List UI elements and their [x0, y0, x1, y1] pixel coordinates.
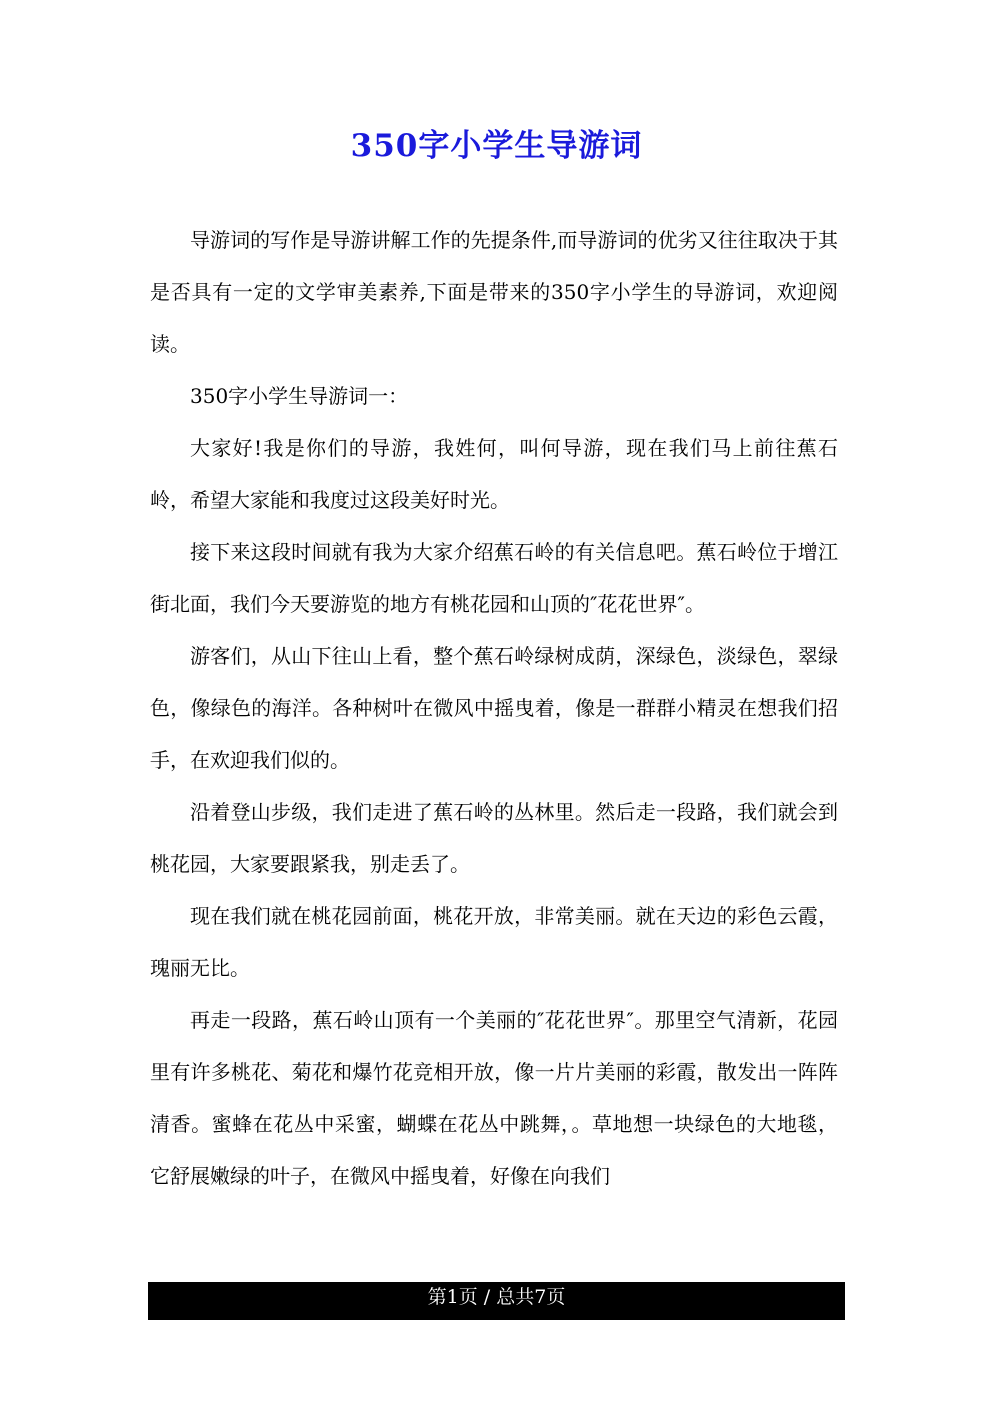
paragraph: 导游词的写作是导游讲解工作的先提条件,而导游词的优劣又往往取决于其是否具有一定的文学审美素养,下面是带来的350字小学生的导游词，欢迎阅读。: [150, 228, 838, 356]
paragraph: 大家好!我是你们的导游，我姓何，叫何导游，现在我们马上前往蕉石岭，希望大家能和我度过这段美好时光。: [150, 436, 838, 512]
paragraph: 接下来这段时间就有我为大家介绍蕉石岭的有关信息吧。蕉石岭位于增江街北面，我们今天要游览的地方有桃花园和山顶的″花花世界″。: [150, 540, 838, 616]
page-footer-bar: [148, 1282, 845, 1320]
page-number-label: 第1页 / 总共7页: [427, 1286, 566, 1308]
paragraph: 350字小学生导游词一：: [190, 384, 409, 408]
paragraph: 再走一段路，蕉石岭山顶有一个美丽的″花花世界″。那里空气清新，花园里有许多桃花、菊花和爆竹花竞相开放，像一片片美丽的彩霞，散发出一阵阵清香。蜜蜂在花丛中采蜜，蝴蝶在花丛中跳舞，。草地想一块绿色的大地毯，它舒展嫩绿的叶子，在微风中摇曳着，好像在向我们: [150, 1008, 838, 1188]
page-title: 350字小学生导游词: [350, 128, 643, 164]
paragraph: 现在我们就在桃花园前面，桃花开放，非常美丽。就在天边的彩色云霞，瑰丽无比。: [150, 904, 838, 980]
paragraph: 游客们，从山下往山上看，整个蕉石岭绿树成荫，深绿色，淡绿色，翠绿色，像绿色的海洋。各种树叶在微风中摇曳着，像是一群群小精灵在想我们招手，在欢迎我们似的。: [150, 644, 838, 772]
document-body: [150, 214, 838, 1202]
paragraph: 沿着登山步级，我们走进了蕉石岭的丛林里。然后走一段路，我们就会到桃花园，大家要跟紧我，别走丢了。: [150, 800, 838, 876]
